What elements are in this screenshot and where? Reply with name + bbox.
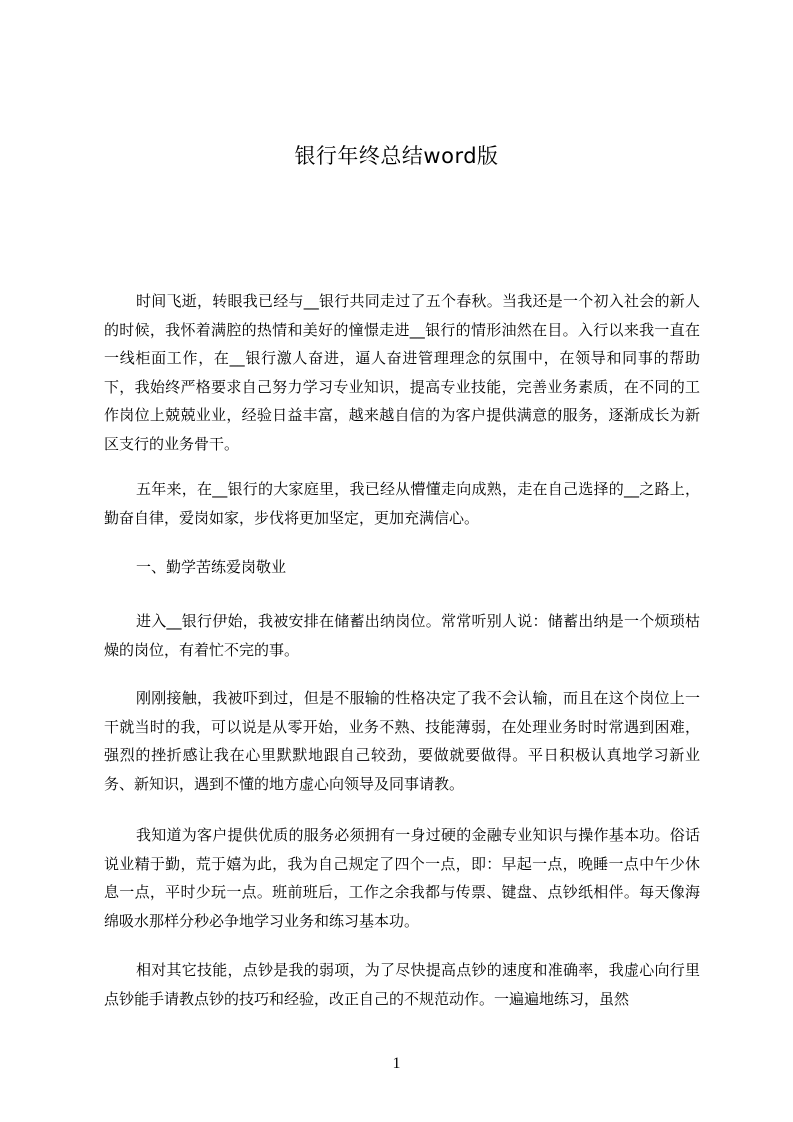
document-title: 银行年终总结word版 (294, 144, 499, 168)
paragraph-start-job: 进入__银行伊始，我被安排在储蓄出纳岗位。常常听别人说：储蓄出纳是一个烦琐枯燥的岗位，有着忙不完的事。 (104, 612, 700, 659)
page-number: 1 (392, 1055, 401, 1072)
paragraph-counting: 相对其它技能，点钞是我的弱项，为了尽快提高点钞的速度和准确率，我虚心向行里点钞能手请教点钞的技巧和经验，改正自己的不规范动作。一遍遍地练习，虽然 (104, 961, 700, 1008)
paragraph-five-years: 五年来，在__银行的大家庭里，我已经从懵懂走向成熟，走在自己选择的__之路上，勤奋自律，爱岗如家，步伐将更加坚定，更加充满信心。 (104, 480, 700, 527)
paragraph-service: 我知道为客户提供优质的服务必须拥有一身过硬的金融专业知识与操作基本功。俗话说业精于勤，荒于嬉为此，我为自己规定了四个一点，即：早起一点，晚睡一点中午少休息一点，平时少玩一点。班前班后，工作之余我都与传票、键盘、点钞纸相伴。每天像海绵吸水那样分秒必争地学习业务和练习基本功。 (104, 826, 700, 930)
section-heading: 一、勤学苦练爱岗敬业 (136, 558, 287, 576)
paragraph-intro: 时间飞逝，转眼我已经与__银行共同走过了五个春秋。当我还是一个初入社会的新人的时候，我怀着满腔的热情和美好的憧憬走进__银行的情形油然在目。入行以来我一直在一线柜面工作，在__银行激人奋进，逼人奋进管理理念的氛围中，在领导和同事的帮助下，我始终严格要求自己努力学习专业知识，提高专业技能，完善业务素质，在不同的工作岗位上兢兢业业，经验日益丰富，越来越自信的为客户提供满意的服务，逐渐成长为新区支行的业务骨干。 (104, 292, 700, 453)
paragraph-first-contact: 刚刚接触，我被吓到过，但是不服输的性格决定了我不会认输，而且在这个岗位上一干就当时的我，可以说是从零开始，业务不熟、技能薄弱，在处理业务时时常遇到困难，强烈的挫折感让我在心里默默地跟自己较劲，要做就要做得。平日积极认真地学习新业务、新知识，遇到不懂的地方虚心向领导及同事请教。 (104, 689, 700, 793)
